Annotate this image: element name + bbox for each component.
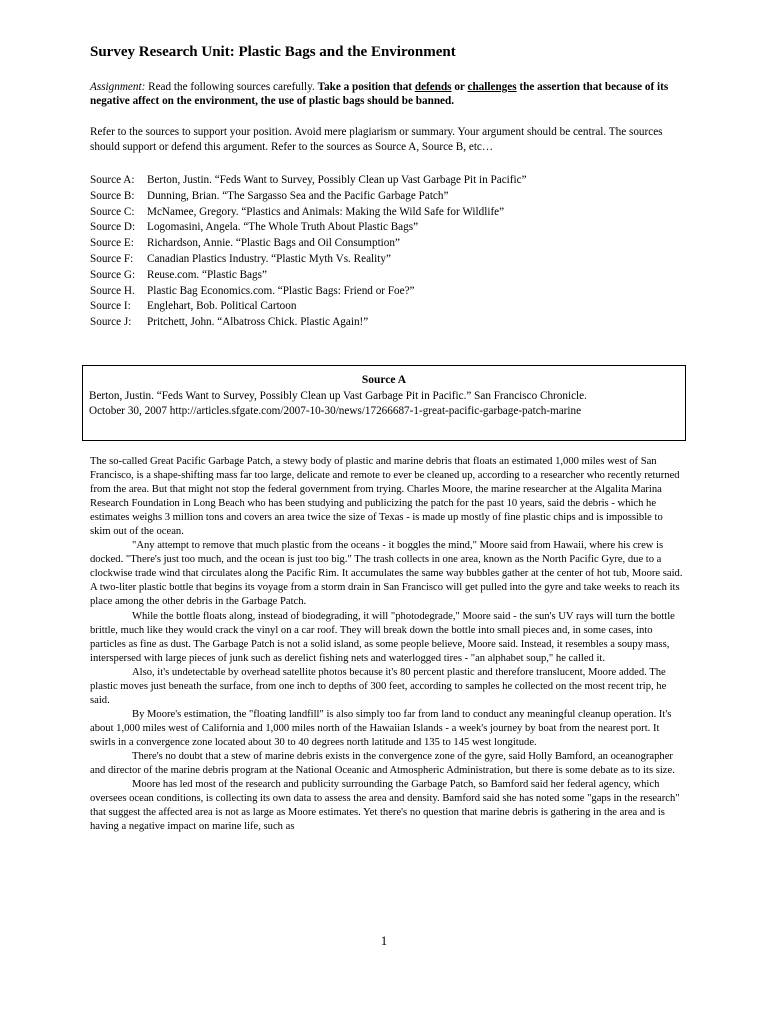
source-list-item <box>90 220 527 236</box>
page-title: Survey Research Unit: Plastic Bags and the Environment <box>90 44 456 60</box>
article-paragraph: Moore has led most of the research and publicity surrounding the Garbage Patch, so Bamford said her federal agency, which oversees ocean conditions, is collecting its own data to assess the area and density. Bamford said she has noted some "gaps in the research" that suggest the affected area is not as large as Moore estimates. Yet there's no question that marine debris is gathering in the area and is having a negative impact on marine life, such as <box>90 779 680 833</box>
source-citation: Logomasini, Angela. “The Whole Truth About Plastic Bags” <box>147 221 419 234</box>
source-box-heading: Source A <box>361 374 407 386</box>
source-label: Source J: <box>90 316 132 329</box>
article-body <box>90 455 684 834</box>
assignment-challenges: challenges <box>467 81 517 93</box>
article-paragraph: The so-called Great Pacific Garbage Patch, a stewy body of plastic and marine debris that floats an estimated 1,000 miles west of San Francisco, is a shape-shifting mass far too large, delicate and remote to ever be cleaned up, according to a researcher who recently returned from the area. But that might not stop the federal government from trying. Charles Moore, the marine researcher at the Algalita Marina Research Foundation in Long Beach who has been studying and publicizing the patch for the past 10 years, said the debris - which he estimates weighs 3 million tons and covers an area twice the size of Texas - is made up mostly of fine plastic chips and is impossible to skim out of the ocean. <box>90 456 680 538</box>
source-list-item <box>90 173 527 189</box>
article-paragraph: Also, it's undetectable by overhead satellite photos because it's 80 percent plastic and therefore translucent, Moore added. The plastic moves just beneath the surface, from one inch to depths of 300 feet, according to samples he collected on the most recent trip, he said. <box>90 666 667 706</box>
source-list-item <box>90 268 527 284</box>
source-label: Source B: <box>90 189 135 202</box>
assignment-label: Assignment: <box>90 81 146 93</box>
source-citation: Englehart, Bob. Political Cartoon <box>147 300 297 313</box>
assignment-bold-2: the assertion that because of its negative affect on the environment, the use of plastic bags should be banned. <box>90 81 669 107</box>
source-box-citation-line-1: Berton, Justin. “Feds Want to Survey, Possibly Clean up Vast Garbage Pit in Pacific.” San Francisco Chronicle. <box>89 390 587 402</box>
assignment-defends: defends <box>414 81 452 93</box>
source-label: Source H. <box>90 284 135 297</box>
source-list-item <box>90 205 527 221</box>
source-citation: Canadian Plastics Industry. “Plastic Myth Vs. Reality” <box>147 252 391 265</box>
assignment-bold-1: Take a position that <box>317 81 415 93</box>
source-citation: Reuse.com. “Plastic Bags” <box>147 268 267 281</box>
article-paragraph: There's no doubt that a stew of marine debris exists in the convergence zone of the gyre, said Holly Bamford, an oceanographer and director of the marine debris program at the National Oceanic and Atmospheric Administration, but there is some debate as to its size. <box>90 750 675 777</box>
source-citation: Plastic Bag Economics.com. “Plastic Bags: Friend or Foe?” <box>147 284 415 297</box>
source-label: Source E: <box>90 237 134 250</box>
source-list <box>90 173 527 331</box>
page-number: 1 <box>380 933 388 948</box>
source-list-item <box>90 236 527 252</box>
source-a-citation-box <box>82 365 686 441</box>
source-list-item <box>90 284 527 300</box>
article-paragraph: "Any attempt to remove that much plastic from the oceans - it boggles the mind," Moore said from Hawaii, where his crew is docked. "There's just too much, and the ocean is just too big." The trash collects in one area, known as the North Pacific Gyre, due to a clockwise trade wind that circulates along the Pacific Rim. It accumulates the same way bubbles gather at the center of hot tub, Moore said. A two-liter plastic bottle that begins its voyage from a storm drain in San Francisco will get pulled into the gyre and take weeks to reach its place among the other debris in the Garbage Patch. <box>90 540 683 608</box>
source-label: Source F: <box>90 252 134 265</box>
assignment-paragraph <box>90 80 680 108</box>
source-citation: Pritchett, John. “Albatross Chick. Plastic Again!” <box>147 316 369 329</box>
source-box-citation-line-2: October 30, 2007 http://articles.sfgate.com/2007-10-30/news/17266687-1-great-pacific-garbage-patch-marine <box>89 405 582 417</box>
source-label: Source D: <box>90 221 136 234</box>
source-list-item <box>90 189 527 205</box>
source-list-item <box>90 299 527 315</box>
article-paragraph: By Moore's estimation, the "floating landfill" is also simply too far from land to conduct any meaningful cleanup operation. It's about 1,000 miles west of California and 1,000 miles north of the Hawaiian Islands - a week's journey by boat from the nearest port. It swirls in a convergence zone located about 30 to 40 degrees north latitude and 135 to 145 west longitude. <box>90 708 672 748</box>
source-citation: McNamee, Gregory. “Plastics and Animals: Making the Wild Safe for Wildlife” <box>147 205 505 218</box>
source-citation: Berton, Justin. “Feds Want to Survey, Possibly Clean up Vast Garbage Pit in Pacific” <box>147 174 527 186</box>
assignment-bold-or: or <box>451 81 468 93</box>
source-citation: Dunning, Brian. “The Sargasso Sea and the Pacific Garbage Patch” <box>147 189 449 202</box>
source-citation: Richardson, Annie. “Plastic Bags and Oil Consumption” <box>147 237 400 250</box>
source-label: Source C: <box>90 205 135 218</box>
source-list-item <box>90 252 527 268</box>
source-label: Source A: <box>90 174 135 186</box>
refer-paragraph: Refer to the sources to support your position. Avoid mere plagiarism or summary. Your argument should be central. The sources should support or defend this argument. Refer to the sources as Source A, Source B, etc… <box>90 126 663 153</box>
source-label: Source G: <box>90 268 136 281</box>
source-label: Source I: <box>90 300 131 313</box>
assignment-instruction: Read the following sources carefully. <box>145 81 318 93</box>
article-paragraph: While the bottle floats along, instead of biodegrading, it will "photodegrade," Moore said - the sun's UV rays will turn the bottle brittle, much like they would crack the vinyl on a car roof. They will break down the bottle into small pieces and, in some cases, into particles as fine as dust. The Garbage Patch is not a solid island, as some people believe, Moore said. Instead, it resembles a soupy mass, interspersed with large pieces of junk such as derelict fishing nets and waterlogged tires - "an alphabet soup," he called it. <box>90 610 675 664</box>
source-list-item <box>90 315 527 331</box>
